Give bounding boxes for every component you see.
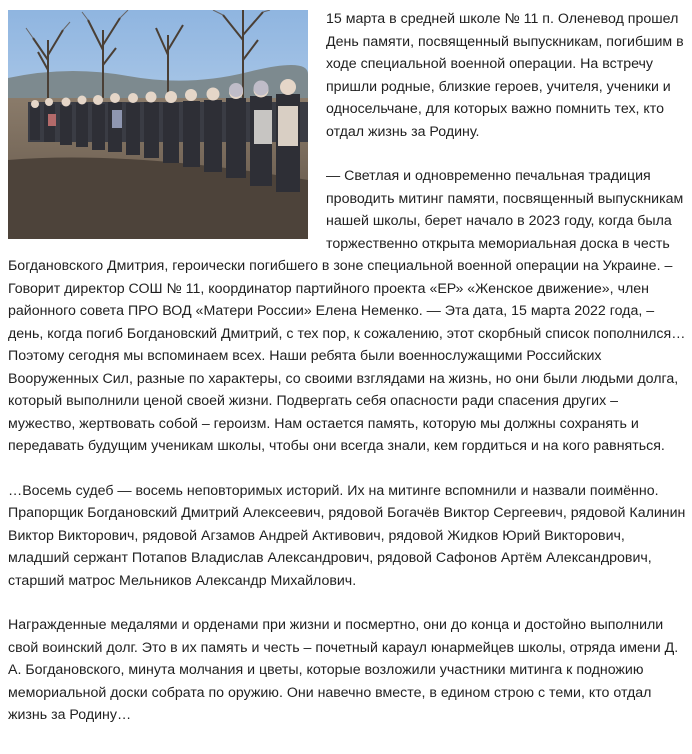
article-paragraph-intro: 15 марта в средней школе № 11 п. Оленевод прошел День памяти, посвященный выпускникам, погибшим в ходе специальной военной операции. На встречу пришли родные, близкие героев, учителя, ученики и односельчане, для которых важно помнить тех, кто отдал жизнь за Родину. <box>326 11 684 140</box>
article-paragraph-quote: — Светлая и одновременно печальная традиция проводить митинг памяти, посвященный выпускникам нашей школы, берет начало в 2023 году, когда была торжественно открыта мемориальная доска в честь Богдановского Дмитрия, героически погибшего в зоне специальной военной операции на Украине. – Говорит директор СОШ № 11, координатор партийного проекта «ЕР» «Женское движение», член районного совета ПРО ВОД «Матери России» Елена Неменко. — Эта дата, 15 марта 2022 года, – день, когда погиб Богдановский Дмитрий, с тех пор, к сожалению, этот скорбный список пополнился… Поэтому сегодня мы вспоминаем всех. Наши ребята были военнослужащими Российских Вооруженных Сил, разные по характеры, со своими взглядами на жизнь, но они были людьми долга, который выполнили ценой своей жизни. Подвергать себя опасности ради спасения других – мужество, жертвовать собой – героизм. Нам остается память, которую мы должны сохранять и передавать будущим ученикам школы, чтобы они всегда знали, кем гордиться и на кого равняться. <box>8 168 686 454</box>
article-paragraph-closing: Награжденные медалями и орденами при жизни и посмертно, они до конца и достойно выполнили свой воинский долг. Это в их память и честь – почетный караул юнармейцев школы, отряда имени Д. А. Богдановского, минута молчания и цветы, которые возложили участники митинга к подножию мемориальной доски собрата по оружию. Они навечно вместе, в едином строю с теми, кто отдал жизнь за Родину… <box>8 617 679 723</box>
article-body <box>8 0 688 727</box>
article-paragraph-names: …Восемь судеб — восемь неповторимых историй. Их на митинге вспомнили и назвали поимённо. Прапорщик Богдановский Дмитрий Алексеевич, рядовой Богачёв Виктор Сергеевич, рядовой Калинин Виктор Викторович, рядовой Агзамов Андрей Активович, рядовой Жидков Юрий Викторович, младший сержант Потапов Владислав Александрович, рядовой Сафонов Артём Александрович, старший матрос Мельников Александр Михайлович. <box>8 482 686 589</box>
memorial-rally-photo <box>8 10 308 239</box>
memorial-rally-photo-image <box>8 10 308 239</box>
